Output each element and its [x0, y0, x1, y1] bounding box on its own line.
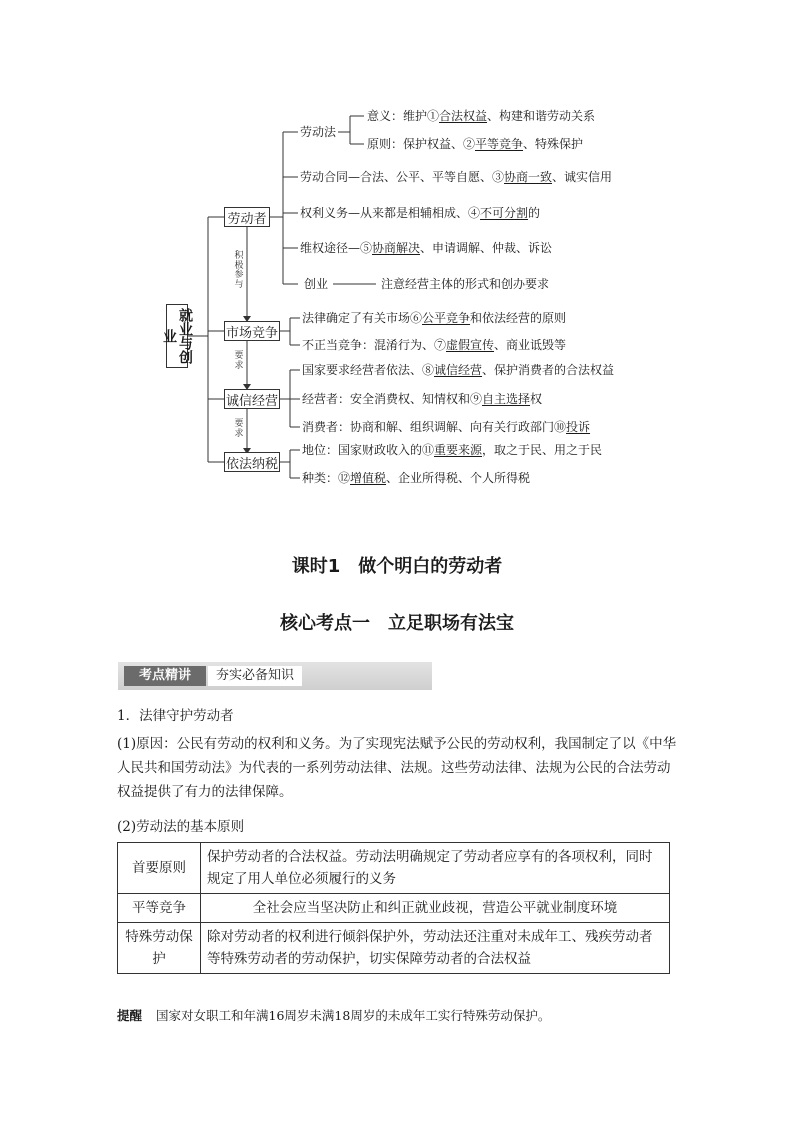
- operator-duties: 经营者：安全消费权、知情权和⑨自主选择权: [302, 392, 543, 406]
- tax-status: 地位：国家财政收入的⑪重要来源，取之于民、用之于民: [302, 443, 603, 457]
- node-integrity: 诚信经营: [224, 389, 280, 409]
- startup-label: 创业: [304, 277, 329, 291]
- arrow-label-require-2: 要求: [234, 419, 244, 439]
- table-row: [118, 923, 670, 974]
- consumer-remedies: 消费者：协商和解、组织调解、向有关行政部门⑩投诉: [302, 420, 591, 434]
- table-value: 全社会应当坚决防止和纠正就业歧视，营造公平就业制度环境: [201, 894, 670, 923]
- node-market: 市场竞争: [224, 321, 280, 341]
- labor-law-label: 劳动法: [300, 125, 337, 139]
- node-labor: 劳动者: [224, 207, 270, 227]
- table-value: 除对劳动者的权利进行倾斜保护外，劳动法还注重对未成年工、残疾劳动者等特殊劳动者的劳动保护，切实保障劳动者的合法权益: [201, 923, 670, 974]
- unfair-competition: 不正当竞争：混淆行为、⑦虚假宣传、商业诋毁等: [302, 338, 567, 352]
- principles-table: [117, 842, 670, 974]
- table-key: 首要原则: [118, 843, 201, 894]
- banner-text: 夯实必备知识: [208, 666, 302, 686]
- state-requirement: 国家要求经营者依法、⑧诚信经营、保护消费者的合法权益: [302, 363, 615, 377]
- knowledge-banner: [118, 662, 432, 690]
- node-tax: 依法纳税: [224, 452, 280, 472]
- table-key: 特殊劳动保护: [118, 923, 201, 974]
- heading-law-protects: 1．法律守护劳动者: [117, 708, 234, 724]
- table-key: 平等竞争: [118, 894, 201, 923]
- table-value: 保护劳动者的合法权益。劳动法明确规定了劳动者应享有的各项权利，同时规定了用人单位必须履行的义务: [201, 843, 670, 894]
- lesson-title: 课时1 做个明白的劳动者: [291, 556, 503, 577]
- labor-law-meaning: 意义：维护①合法权益、构建和谐劳动关系: [367, 109, 596, 123]
- tax-types: 种类：⑫增值税、企业所得税、个人所得税: [302, 471, 531, 485]
- arrow-label-participate: 积极参与: [234, 251, 244, 290]
- tip: [117, 1006, 550, 1024]
- rights-duties: 权利义务—从来都是相辅相成、④不可分割的: [300, 206, 541, 220]
- heading-basic-principles: (2)劳动法的基本原则: [117, 819, 245, 835]
- table-row: [118, 894, 670, 923]
- table-row: [118, 843, 670, 894]
- banner-tag: 考点精讲: [124, 666, 206, 686]
- arrow-label-require-1: 要求: [234, 351, 244, 371]
- labor-law-principle: 原则：保护权益、②平等竞争、特殊保护: [367, 137, 584, 151]
- tip-label: 提醒: [117, 1008, 143, 1023]
- market-law: 法律确定了有关市场⑥公平竞争和依法经营的原则: [302, 311, 567, 325]
- paragraph-reason: (1)原因：公民有劳动的权利和义务。为了实现宪法赋予公民的劳动权利，我国制定了以《中华人民共和国劳动法》为代表的一系列劳动法律、法规。这些劳动法律、法规为公民的合法劳动权益提供了有力的法律保障。: [117, 736, 677, 800]
- section-title: 核心考点一 立足职场有法宝: [280, 613, 514, 634]
- mindmap-root: 就业与创业: [166, 304, 188, 368]
- labor-contract: 劳动合同—合法、公平、平等自愿、③协商一致、诚实信用: [300, 170, 613, 184]
- startup-text: 注意经营主体的形式和创办要求: [381, 277, 550, 291]
- tip-text: 国家对女职工和年满16周岁未满18周岁的未成年工实行特殊劳动保护。: [156, 1008, 551, 1023]
- defense-channels: 维权途径—⑤协商解决、申请调解、仲裁、诉讼: [300, 241, 553, 255]
